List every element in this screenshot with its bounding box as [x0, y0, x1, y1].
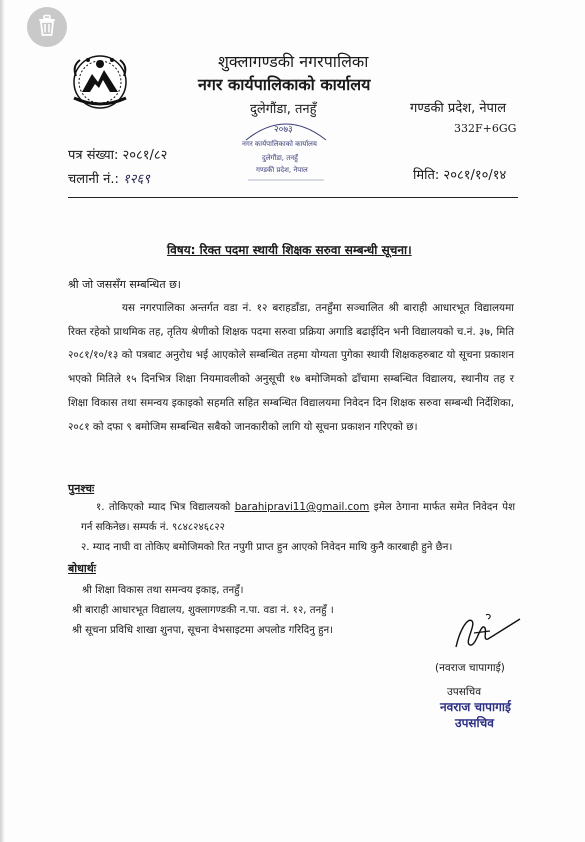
- letter-number: पत्र संख्या: २०८१/८२: [68, 148, 168, 163]
- postscript-note-1: [81, 498, 515, 538]
- office-address: दुलेगौंडा, तनहुँ: [250, 102, 317, 117]
- office-name: नगर कार्यपालिकाको कार्यालय: [198, 75, 371, 94]
- dispatch-number: [68, 169, 150, 187]
- plus-code: 332F+6GG: [454, 122, 517, 135]
- signature: [446, 607, 526, 661]
- salutation: श्री जो जससँग सम्बन्धित छ।: [68, 278, 181, 291]
- designation-stamp: उपसचिव: [455, 716, 494, 730]
- page-edge-shadow: [0, 0, 5, 842]
- postscript-note-2: २. म्याद नाघी वा तोकिए बमोजिमको रित नपुगी प्राप्त हुन आएको निवेदन माथि कुनै कारबाही हुने छैन।: [81, 542, 453, 553]
- office-stamp: [240, 110, 332, 184]
- postscript-label: पुनश्चः: [68, 482, 95, 495]
- cc-label: बोधार्थः: [68, 562, 96, 575]
- signatory-name: (नवराज चापागाई): [435, 662, 505, 674]
- school-email-link[interactable]: barahipravi11@gmail.com: [234, 502, 370, 513]
- signatory-designation: उपसचिव: [447, 686, 482, 698]
- municipality-name: शुक्लागण्डकी नगरपालिका: [218, 52, 369, 71]
- stamp-province: गण्डकी प्रदेश, नेपाल: [256, 166, 308, 174]
- notice-body: [68, 297, 514, 439]
- body-paragraph: यस नगरपालिका अन्तर्गत वडा नं. १२ बराहडाँडा, तनहुँमा सञ्चालित श्री बाराही आधारभूत विद्यालयमा रिक्त रहेको प्राथमिक तह, तृतिय श्रेणीको शिक्षक पदमा सरुवा प्रक्रिया अगाडि बढाईदिन भनी विद्यालयको च.नं. ३७, मिति २०८१/१०/१३ को पत्रबाट अनुरोध भई आएकोले सम्बन्धित तहमा योग्यता पुगेका स्थायी शिक्षकहरुबाट यो सूचना प्रकाशन भएको मितिले १५ दिनभित्र शिक्षा नियमावलीको अनुसूची १७ बमोजिमको ढाँचामा सम्बन्धित विद्यालय, स्थानीय तह र शिक्षा विकास तथा समन्वय इकाइको सहमति सहित सम्बन्धित विद्यालयमा निवेदन दिन शिक्षक सरुवा सम्बन्धी निर्देशिका, २०८१ को दफा ९ बमोजिम सम्बन्धित सबैको जानकारीको लागि यो सूचना प्रकाशन गरिएको छ।: [68, 302, 514, 433]
- name-stamp: नवराज चापागाई: [440, 700, 511, 714]
- trash-icon: [36, 13, 58, 41]
- dispatch-label: चलानी नं.:: [68, 172, 124, 187]
- nepal-emblem-icon: [66, 48, 134, 116]
- delete-button[interactable]: [27, 7, 67, 47]
- note1-text-b: इमेल ठेगाना मार्फत समेत निवेदन पेश गर्न सकिनेछ। सम्पर्क नं. ९८४८२४६८२२: [81, 502, 515, 533]
- stamp-office: नगर कार्यपालिकाको कार्यालय: [242, 140, 317, 148]
- dispatch-value: १२६९: [123, 172, 151, 187]
- cc-item: श्री सूचना प्रविधि शाखा शुनपा, सूचना वेभसाइटमा अपलोड गरिदिनु हुन।: [72, 625, 334, 636]
- province-name: गण्डकी प्रदेश, नेपाल: [410, 101, 507, 116]
- stamp-address: दुलेगौंडा, तनहुँ: [262, 154, 298, 162]
- subject-line: विषय: रिक्त पदमा स्थायी शिक्षक सरुवा सम्बन्धी सूचना।: [167, 243, 412, 257]
- cc-item: श्री शिक्षा विकास तथा समन्वय इकाइ, तनहुँ।: [82, 585, 244, 596]
- letter-date: मिति: २०८१/१०/१४: [413, 168, 507, 183]
- stamp-number: २०७३: [274, 125, 293, 135]
- cc-item: श्री बाराही आधारभूत विद्यालय, शुक्लागण्डकी न.पा. वडा नं. १२, तनहुँ ।: [72, 605, 334, 616]
- note1-text-a: १. तोकिएको म्याद भित्र विद्यालयको: [96, 502, 235, 513]
- header-divider: [68, 197, 518, 198]
